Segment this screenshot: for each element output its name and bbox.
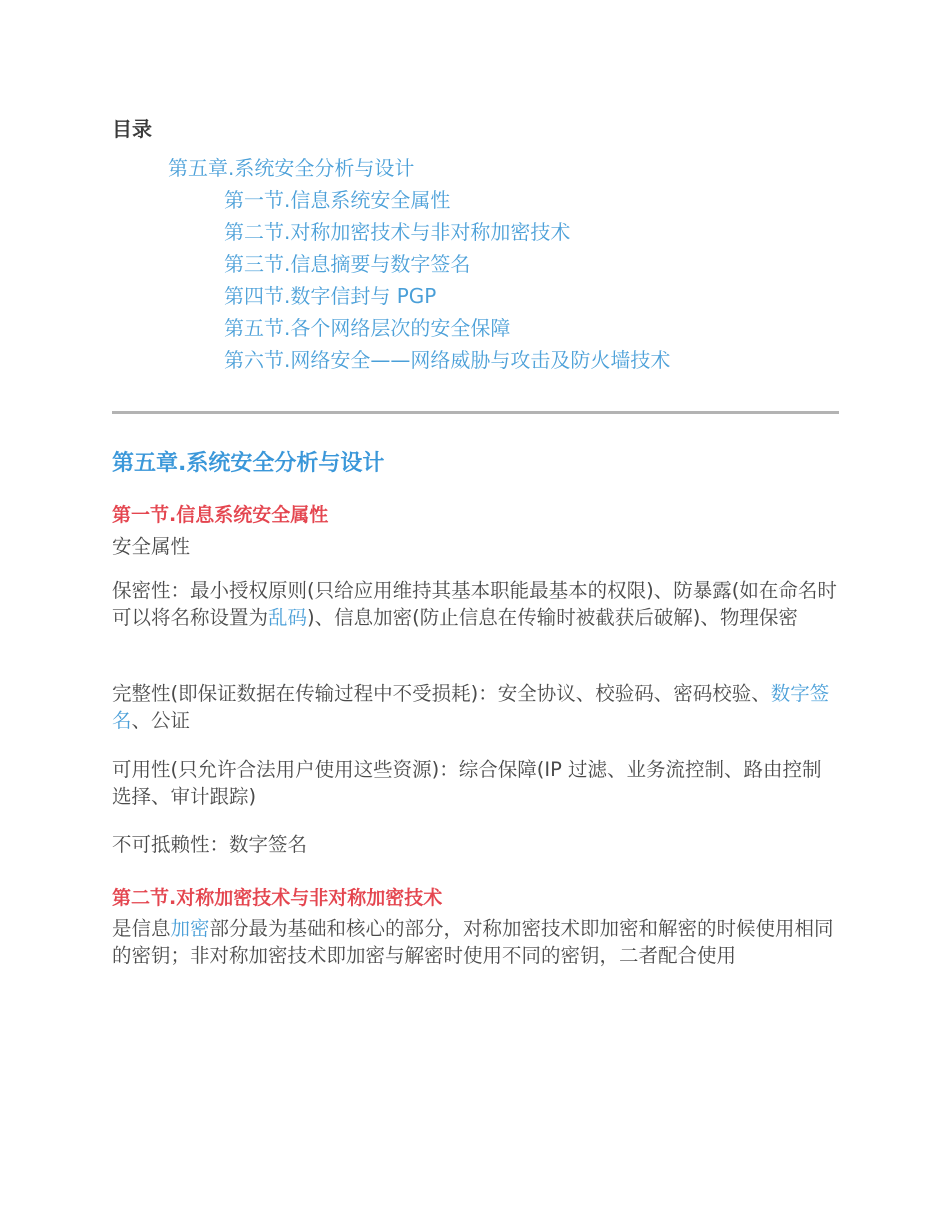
digital-signature-link[interactable]: 数字签名: [112, 682, 830, 732]
toc-link-section-1[interactable]: 第一节.信息系统安全属性: [224, 188, 451, 212]
toc-link-section-6[interactable]: 第六节.网络安全——网络威胁与攻击及防火墙技术: [224, 348, 671, 372]
non-repudiation-paragraph: 不可抵赖性：数字签名: [112, 833, 308, 856]
confidentiality-paragraph: [112, 577, 839, 631]
toc-link-section-3[interactable]: 第三节.信息摘要与数字签名: [224, 252, 471, 276]
encryption-text-after: 部分最为基础和核心的部分，对称加密技术即加密和解密的时候使用相同的密钥；非对称加密技术即加密与解密时使用不同的密钥，二者配合使用: [112, 917, 834, 967]
confidentiality-text-after: )、信息加密(防止信息在传输时被截获后破解)、物理保密: [307, 606, 798, 629]
section-title-1: 第一节.信息系统安全属性: [112, 504, 329, 526]
chapter-title: 第五章.系统安全分析与设计: [112, 451, 385, 476]
table-of-contents: [112, 152, 839, 376]
encryption-text-before: 是信息: [112, 917, 171, 940]
integrity-text-after: 、公证: [131, 709, 191, 732]
toc-heading: 目录: [112, 117, 152, 141]
horizontal-divider: [112, 411, 839, 414]
integrity-text-before: 完整性(即保证数据在传输过程中不受损耗)：安全协议、校验码、密码校验、: [112, 682, 771, 705]
garbled-code-link[interactable]: 乱码: [268, 606, 308, 629]
confidentiality-text-before: 保密性：最小授权原则(只给应用维持其基本职能最基本的权限)、防暴露(如在命名时可以将名称设置为: [112, 579, 837, 629]
toc-link-section-4[interactable]: 第四节.数字信封与 PGP: [224, 284, 437, 308]
toc-link-section-5[interactable]: 第五节.各个网络层次的安全保障: [224, 316, 511, 340]
toc-link-chapter-5[interactable]: 第五章.系统安全分析与设计: [168, 156, 415, 180]
encryption-paragraph: [112, 915, 839, 969]
encryption-link[interactable]: 加密: [170, 917, 210, 940]
availability-paragraph: 可用性(只允许合法用户使用这些资源)：综合保障(IP 过滤、业务流控制、路由控制选择、审计跟踪): [112, 758, 822, 808]
integrity-paragraph: [112, 680, 839, 734]
toc-link-section-2[interactable]: 第二节.对称加密技术与非对称加密技术: [224, 220, 571, 244]
section-title-2: 第二节.对称加密技术与非对称加密技术: [112, 887, 443, 909]
security-attributes-intro: 安全属性: [112, 535, 191, 558]
